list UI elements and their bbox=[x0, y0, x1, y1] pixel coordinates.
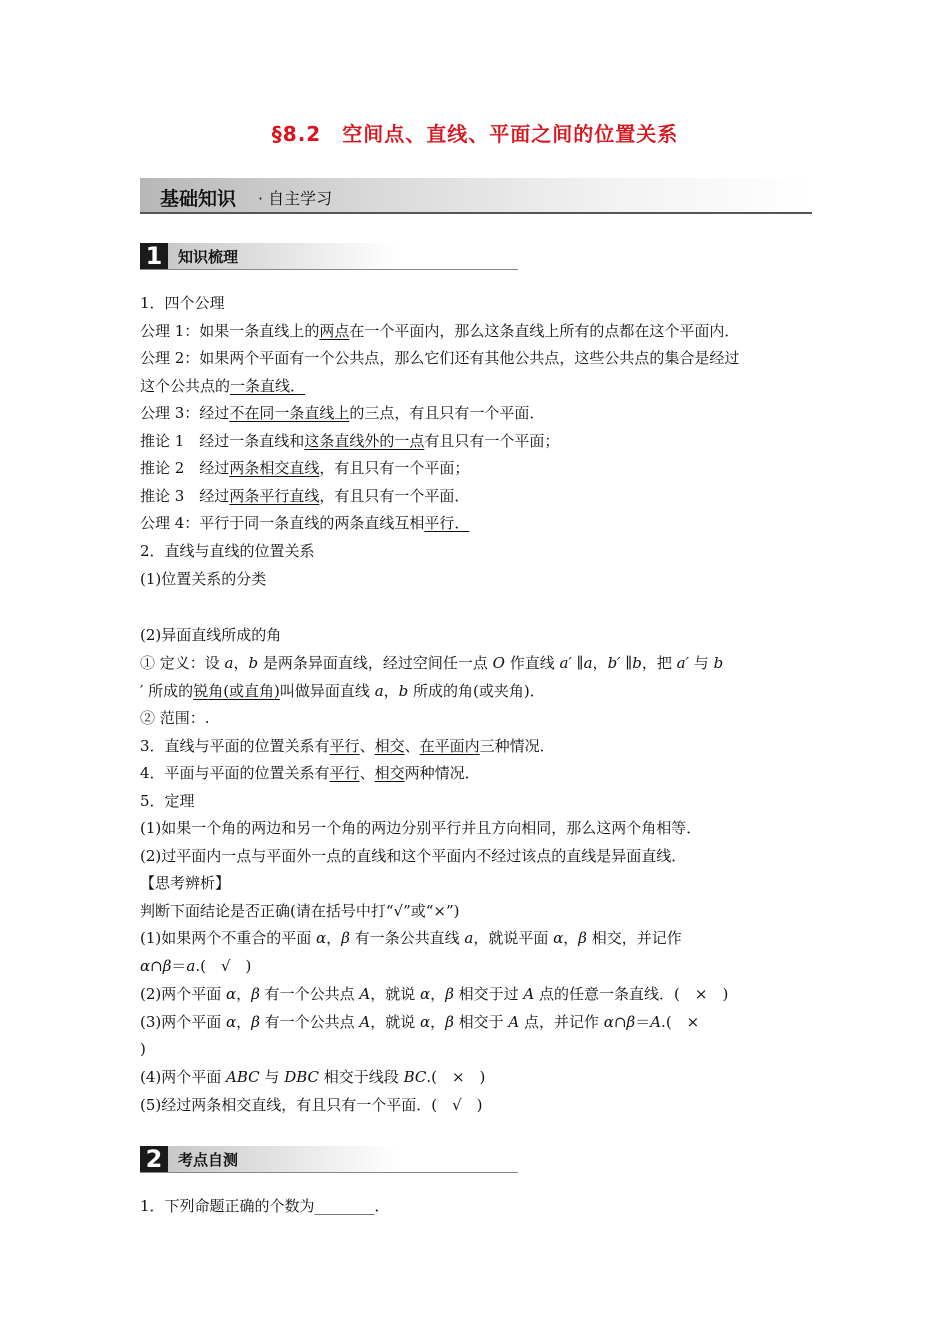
text-line: 【思考辨析】 bbox=[140, 874, 231, 892]
text-line: (1)如果两个不重合的平面 α，β 有一条公共直线 a，就说平面 α，β 相交，并记作 bbox=[140, 929, 682, 947]
text-line: α∩β＝a.( √ ) bbox=[140, 957, 252, 975]
text-line: ② 范围：. bbox=[140, 709, 210, 727]
text-line: (5)经过两条相交直线，有且只有一个平面．( √ ) bbox=[140, 1096, 483, 1114]
text-line: ) bbox=[140, 1040, 146, 1058]
text-line: 判断下面结论是否正确(请在括号中打“√”或“×”) bbox=[140, 902, 460, 920]
page-title: §8.2 空间点、直线、平面之间的位置关系 bbox=[271, 122, 679, 146]
text-line: (2)两个平面 α，β 有一个公共点 A，就说 α，β 相交于过 A 点的任意一条直线．( × ) bbox=[140, 985, 729, 1003]
text-line: ′ 所成的锐角(或直角)叫做异面直线 a，b 所成的角(或夹角)． bbox=[140, 682, 545, 700]
question-line: 1．下列命题正确的个数为________． bbox=[140, 1197, 390, 1215]
text-line: 公理 1：如果一条直线上的两点在一个平面内，那么这条直线上所有的点都在这个平面内． bbox=[140, 322, 740, 340]
text-line: (2)过平面内一点与平面外一点的直线和这个平面内不经过该点的直线是异面直线． bbox=[140, 847, 687, 865]
section-label: 考点自测 bbox=[178, 1151, 239, 1169]
text-line: 4．平面与平面的位置关系有平行、相交两种情况． bbox=[140, 764, 480, 782]
text-line: (4)两个平面 ABC 与 DBC 相交于线段 BC.( × ) bbox=[140, 1068, 486, 1086]
text-line: 1．四个公理 bbox=[140, 294, 225, 312]
section-header-1 bbox=[140, 243, 518, 270]
text-line: 推论 3 经过两条平行直线，有且只有一个平面． bbox=[140, 487, 470, 505]
text-line: (1)位置关系的分类 bbox=[140, 570, 267, 588]
text-line: 公理 3：经过不在同一条直线上的三点，有且只有一个平面． bbox=[140, 404, 545, 422]
text-line: 推论 1 经过一条直线和这条直线外的一点有且只有一个平面； bbox=[140, 432, 560, 450]
text-line: 3．直线与平面的位置关系有平行、相交、在平面内三种情况． bbox=[140, 737, 555, 755]
text-line: (3)两个平面 α，β 有一个公共点 A，就说 α，β 相交于 A 点，并记作 α∩β＝A.( × bbox=[140, 1013, 700, 1031]
section-number: 1 bbox=[140, 243, 168, 269]
text-line: (2)异面直线所成的角 bbox=[140, 626, 282, 644]
text-line: 这个公共点的一条直线． bbox=[140, 377, 306, 395]
text-line: (1)如果一个角的两边和另一个角的两边分别平行并且方向相同，那么这两个角相等． bbox=[140, 819, 702, 837]
text-line: 2．直线与直线的位置关系 bbox=[140, 542, 315, 560]
text-line: 公理 2：如果两个平面有一个公共点，那么它们还有其他公共点，这些公共点的集合是经过 bbox=[140, 349, 740, 367]
text-line: ① 定义：设 a，b 是两条异面直线，经过空间任一点 O 作直线 a′ ∥a，b′ ∥b，把 a′ 与 b bbox=[140, 654, 724, 672]
section-number: 2 bbox=[140, 1146, 168, 1172]
section-label: 知识梳理 bbox=[178, 248, 239, 266]
band-title: 基础知识 bbox=[160, 188, 237, 210]
section-header-2 bbox=[140, 1146, 518, 1173]
text-line: 5．定理 bbox=[140, 792, 195, 810]
text-line: 推论 2 经过两条相交直线，有且只有一个平面； bbox=[140, 459, 470, 477]
section-band bbox=[140, 178, 812, 214]
text-line: 公理 4：平行于同一条直线的两条直线互相平行． bbox=[140, 514, 470, 532]
band-subtitle: · 自主学习 bbox=[258, 189, 333, 208]
